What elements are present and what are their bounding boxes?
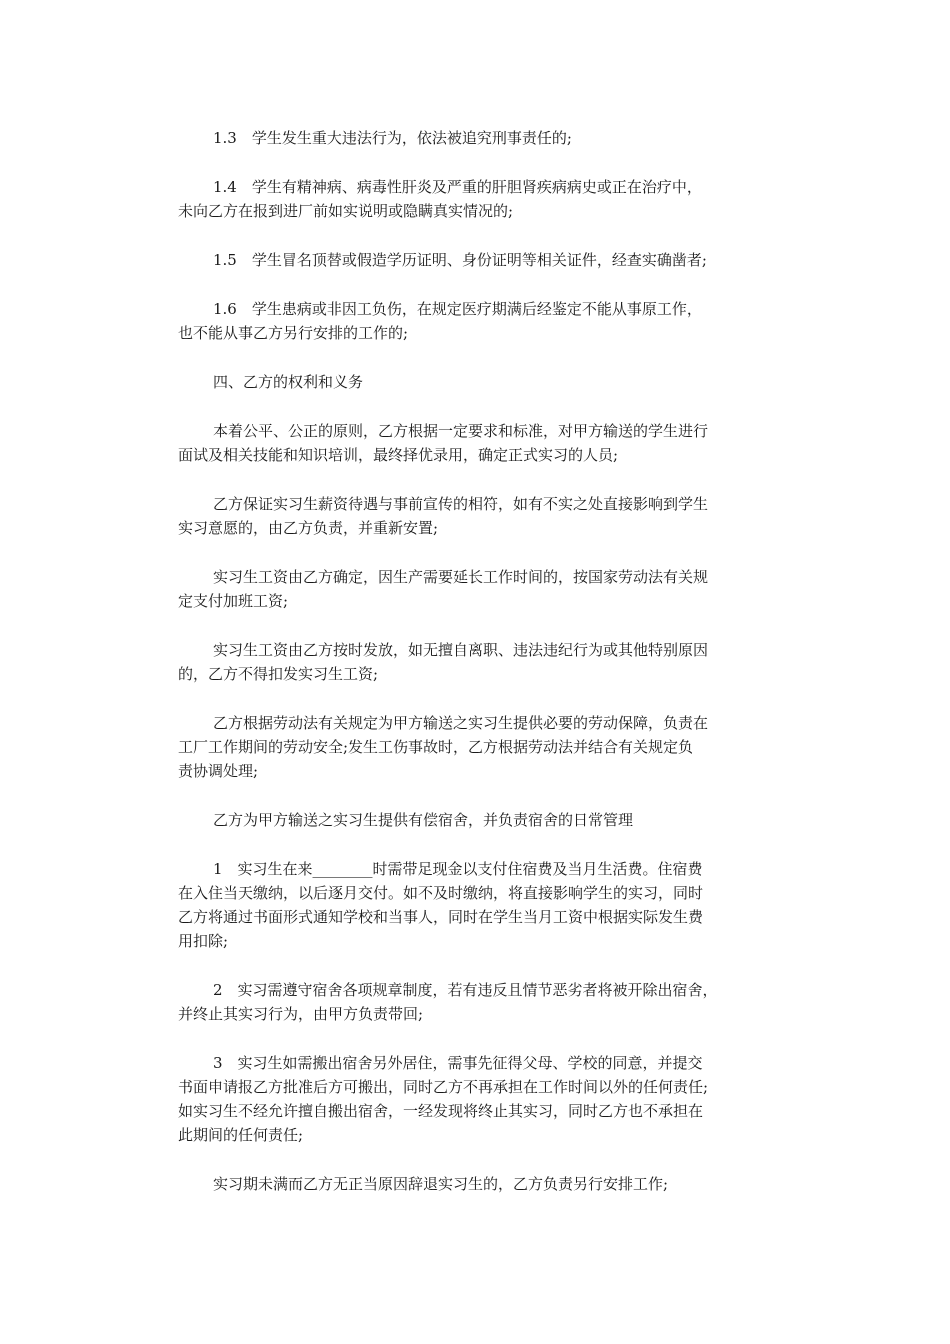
- text-line: 面试及相关技能和知识培训，最终择优录用，确定正式实习的人员;: [178, 446, 619, 464]
- paragraph: [178, 297, 778, 345]
- document-body: [178, 126, 778, 1221]
- text-line: 也不能从事乙方另行安排的工作的;: [178, 324, 409, 342]
- text-line: 1 实习生在来________时需带足现金以支付住宿费及当月生活费。住宿费: [213, 860, 703, 878]
- paragraph: [178, 248, 778, 272]
- paragraph: [178, 1172, 778, 1196]
- paragraph: [178, 370, 778, 394]
- paragraph: [178, 419, 778, 467]
- text-line: 四、乙方的权利和义务: [213, 373, 364, 391]
- paragraph: [178, 711, 778, 783]
- text-line: 1.3 学生发生重大违法行为，依法被追究刑事责任的;: [213, 129, 572, 147]
- text-line: 定支付加班工资;: [178, 592, 289, 610]
- paragraph: [178, 492, 778, 540]
- text-line: 实习期未满而乙方无正当原因辞退实习生的，乙方负责另行安排工作;: [213, 1175, 669, 1193]
- text-line: 工厂工作期间的劳动安全;发生工伤事故时，乙方根据劳动法并结合有关规定负: [178, 738, 694, 756]
- text-line: 责协调处理;: [178, 762, 259, 780]
- text-line: 1.6 学生患病或非因工负伤，在规定医疗期满后经鉴定不能从事原工作，: [213, 300, 702, 318]
- text-line: 乙方保证实习生薪资待遇与事前宣传的相符，如有不实之处直接影响到学生: [213, 495, 709, 513]
- paragraph: [178, 565, 778, 613]
- text-line: 实习意愿的，由乙方负责，并重新安置;: [178, 519, 439, 537]
- text-line: 实习生工资由乙方确定，因生产需要延长工作时间的，按国家劳动法有关规: [213, 568, 709, 586]
- text-line: 并终止其实习行为，由甲方负责带回;: [178, 1005, 424, 1023]
- text-line: 乙方将通过书面形式通知学校和当事人，同时在学生当月工资中根据实际发生费: [178, 908, 704, 926]
- text-line: 的，乙方不得扣发实习生工资;: [178, 665, 379, 683]
- text-line: 乙方为甲方输送之实习生提供有偿宿舍，并负责宿舍的日常管理: [213, 811, 634, 829]
- paragraph: [178, 1051, 778, 1147]
- text-line: 本着公平、公正的原则，乙方根据一定要求和标准，对甲方输送的学生进行: [213, 422, 709, 440]
- text-line: 3 实习生如需搬出宿舍另外居住，需事先征得父母、学校的同意，并提交: [213, 1054, 703, 1072]
- text-line: 如实习生不经允许擅自搬出宿舍，一经发现将终止其实习，同时乙方也不承担在: [178, 1102, 704, 1120]
- text-line: 在入住当天缴纳，以后逐月交付。如不及时缴纳，将直接影响学生的实习，同时: [178, 884, 704, 902]
- paragraph: [178, 126, 778, 150]
- paragraph: [178, 638, 778, 686]
- text-line: 1.4 学生有精神病、病毒性肝炎及严重的肝胆肾疾病病史或正在治疗中，: [213, 178, 702, 196]
- text-line: 未向乙方在报到进厂前如实说明或隐瞒真实情况的;: [178, 202, 514, 220]
- text-line: 2 实习需遵守宿舍各项规章制度，若有违反且情节恶劣者将被开除出宿舍，: [213, 981, 718, 999]
- paragraph: [178, 857, 778, 953]
- paragraph: [178, 175, 778, 223]
- text-line: 此期间的任何责任;: [178, 1126, 304, 1144]
- text-line: 乙方根据劳动法有关规定为甲方输送之实习生提供必要的劳动保障，负责在: [213, 714, 709, 732]
- text-line: 书面申请报乙方批准后方可搬出，同时乙方不再承担在工作时间以外的任何责任;: [178, 1078, 709, 1096]
- paragraph: [178, 808, 778, 832]
- paragraph: [178, 978, 778, 1026]
- text-line: 1.5 学生冒名顶替或假造学历证明、身份证明等相关证件，经查实确凿者;: [213, 251, 707, 269]
- text-line: 实习生工资由乙方按时发放，如无擅自离职、违法违纪行为或其他特别原因: [213, 641, 709, 659]
- text-line: 用扣除;: [178, 932, 229, 950]
